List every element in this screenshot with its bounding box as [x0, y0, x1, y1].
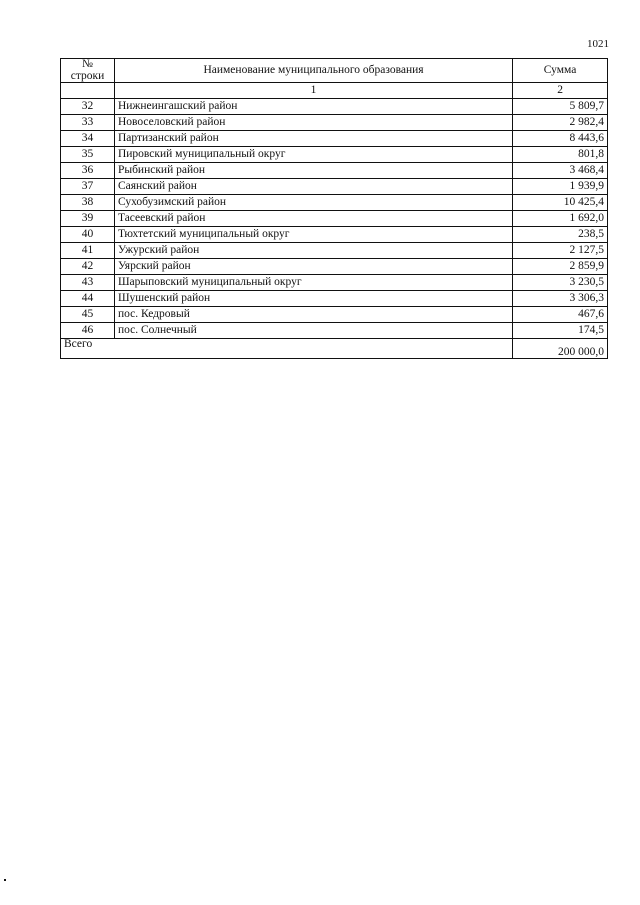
scan-speck — [4, 879, 6, 881]
amount-cell: 3 468,4 — [513, 163, 608, 179]
amount-cell: 2 127,5 — [513, 243, 608, 259]
table-row — [61, 147, 608, 163]
table-row — [61, 115, 608, 131]
municipality-name-cell: Пировский муниципальный округ — [114, 147, 512, 163]
table-row — [61, 131, 608, 147]
column-header-row-number: № строки — [61, 59, 115, 83]
amount-cell: 3 306,3 — [513, 291, 608, 307]
table-header — [61, 59, 608, 99]
total-row — [61, 339, 608, 359]
amount-cell: 2 982,4 — [513, 115, 608, 131]
page-number: 1021 — [587, 38, 609, 50]
table-row — [61, 275, 608, 291]
municipality-name-cell: Тасеевский район — [114, 211, 512, 227]
table-row — [61, 163, 608, 179]
table-row — [61, 307, 608, 323]
table-row — [61, 291, 608, 307]
row-number-cell: 32 — [61, 99, 115, 115]
table-row — [61, 259, 608, 275]
table-row — [61, 227, 608, 243]
municipality-name-cell: пос. Солнечный — [114, 323, 512, 339]
row-number-cell: 34 — [61, 131, 115, 147]
column-header-name: Наименование муниципального образования — [114, 59, 512, 83]
amount-cell: 2 859,9 — [513, 259, 608, 275]
amount-cell: 801,8 — [513, 147, 608, 163]
column-header-sum: Сумма — [513, 59, 608, 83]
amount-cell: 8 443,6 — [513, 131, 608, 147]
municipality-name-cell: Сухобузимский район — [114, 195, 512, 211]
column-index-empty — [61, 83, 115, 99]
municipality-name-cell: Партизанский район — [114, 131, 512, 147]
municipality-name-cell: Новоселовский район — [114, 115, 512, 131]
municipality-name-cell: Уярский район — [114, 259, 512, 275]
municipality-name-cell: Тюхтетский муниципальный округ — [114, 227, 512, 243]
row-number-cell: 42 — [61, 259, 115, 275]
amount-cell: 1 939,9 — [513, 179, 608, 195]
table-row — [61, 99, 608, 115]
table-row — [61, 179, 608, 195]
column-index-sum: 2 — [513, 83, 608, 99]
row-number-cell: 45 — [61, 307, 115, 323]
amount-cell: 5 809,7 — [513, 99, 608, 115]
table-row — [61, 243, 608, 259]
table-row — [61, 211, 608, 227]
allocation-table — [60, 58, 608, 359]
row-number-cell: 40 — [61, 227, 115, 243]
municipality-name-cell: Саянский район — [114, 179, 512, 195]
row-number-cell: 39 — [61, 211, 115, 227]
row-number-cell: 43 — [61, 275, 115, 291]
column-index-row — [61, 83, 608, 99]
municipality-name-cell: Ужурский район — [114, 243, 512, 259]
amount-cell: 174,5 — [513, 323, 608, 339]
table-body — [61, 99, 608, 339]
municipality-name-cell: пос. Кедровый — [114, 307, 512, 323]
table-row — [61, 323, 608, 339]
municipality-name-cell: Шарыповский муниципальный округ — [114, 275, 512, 291]
row-number-cell: 36 — [61, 163, 115, 179]
row-number-cell: 38 — [61, 195, 115, 211]
amount-cell: 467,6 — [513, 307, 608, 323]
row-number-cell: 37 — [61, 179, 115, 195]
total-label: Всего — [61, 339, 115, 359]
total-sum: 200 000,0 — [513, 339, 608, 359]
amount-cell: 3 230,5 — [513, 275, 608, 291]
row-number-cell: 46 — [61, 323, 115, 339]
total-spacer — [114, 339, 512, 359]
municipality-name-cell: Нижнеингашский район — [114, 99, 512, 115]
column-index-name: 1 — [114, 83, 512, 99]
amount-cell: 238,5 — [513, 227, 608, 243]
municipality-name-cell: Рыбинский район — [114, 163, 512, 179]
amount-cell: 10 425,4 — [513, 195, 608, 211]
row-number-cell: 33 — [61, 115, 115, 131]
table-row — [61, 195, 608, 211]
row-number-cell: 35 — [61, 147, 115, 163]
row-number-cell: 44 — [61, 291, 115, 307]
row-number-cell: 41 — [61, 243, 115, 259]
amount-cell: 1 692,0 — [513, 211, 608, 227]
municipality-name-cell: Шушенский район — [114, 291, 512, 307]
